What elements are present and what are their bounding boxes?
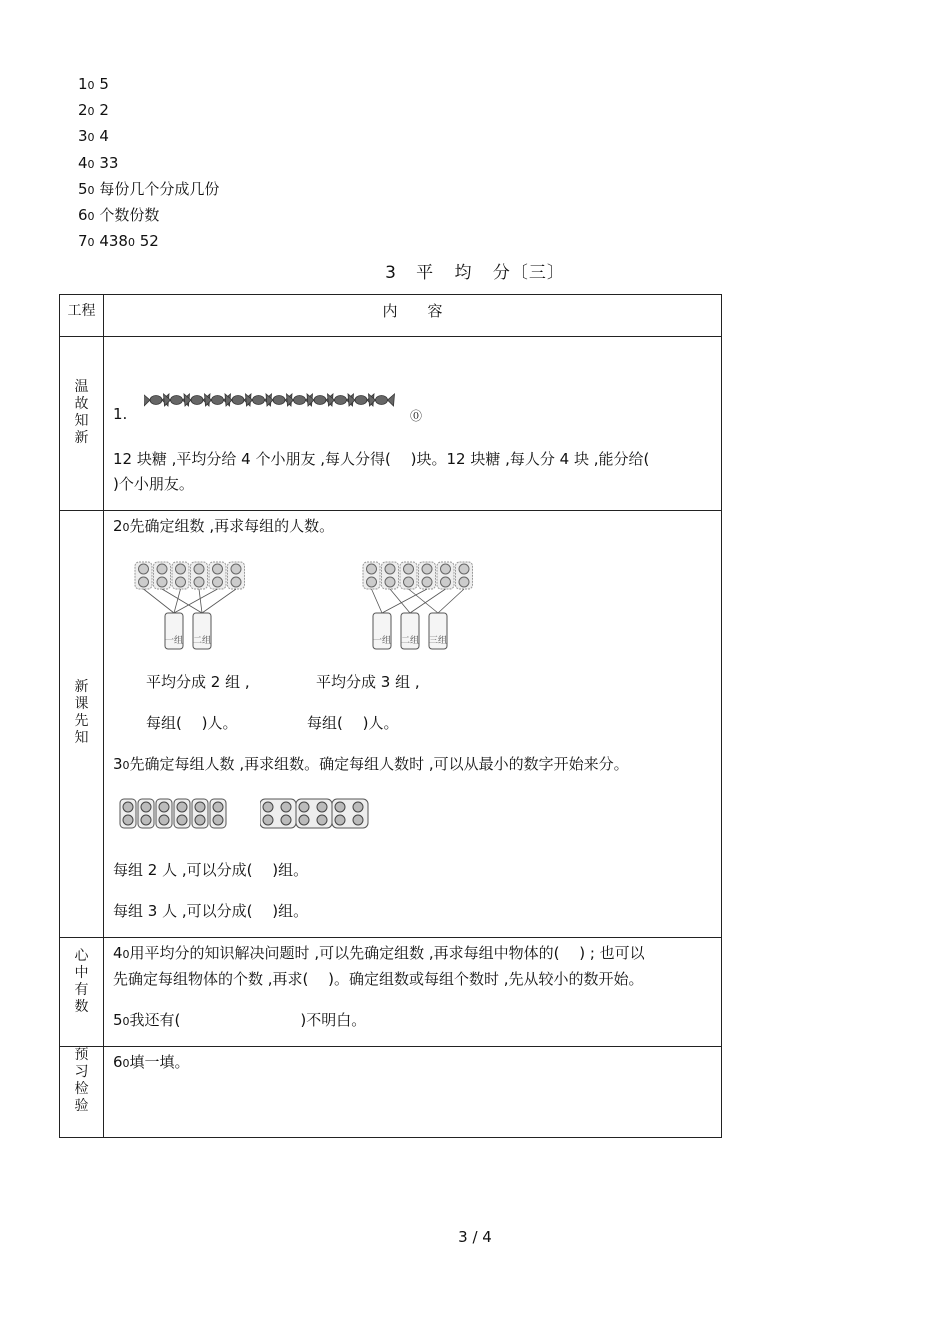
question-4-line-2: 先确定每组物体的个数 ,再求( )。确定组数或每组个数时 ,先从较小的数开始。: [113, 970, 644, 988]
table-row: [60, 337, 722, 511]
group-label: 一组: [164, 636, 184, 646]
question-6: 60填一填。: [113, 1053, 190, 1071]
question-3: 30先确定每组人数 ,再求组数。确定每组人数时 ,可以从最小的数字开始来分。: [113, 755, 629, 773]
each-three-text: 每组( )人。: [307, 714, 399, 732]
answer-item: 60 个数份数: [78, 206, 160, 225]
answer-item: 50 每份几个分成几份: [78, 179, 220, 198]
row-label: 温故知新: [74, 379, 89, 446]
grouping-diagram-two: [132, 561, 248, 653]
page-number: 3 / 4: [458, 1228, 492, 1246]
group-label: 二组: [192, 636, 212, 646]
candy-row-image: [144, 385, 406, 415]
people-pairs-image: [118, 798, 230, 830]
question-1-mark: ⓪: [410, 409, 423, 423]
header-content: 内 容: [104, 295, 722, 337]
group-label: 三组: [428, 636, 448, 646]
header-project: 工程: [60, 295, 104, 337]
question-3-line-2: 每组 3 人 ,可以分成( )组。: [113, 902, 309, 920]
answer-item: 20 2: [78, 101, 109, 120]
table-row: [60, 511, 722, 938]
question-1-line-2: )个小朋友。: [113, 475, 194, 493]
answer-item: 40 33: [78, 153, 119, 172]
answer-item: 10 5: [78, 75, 109, 93]
answer-list: [78, 72, 219, 255]
people-triples-image: [260, 798, 372, 830]
split-three-text: 平均分成 3 组 ,: [316, 673, 420, 691]
table-header-row: [60, 295, 722, 337]
row-label: 心中有数: [74, 948, 89, 1015]
worksheet-table: [59, 294, 722, 1138]
answer-item: 30 4: [78, 127, 109, 146]
row-label: 新课先知: [74, 679, 89, 746]
each-two-text: 每组( )人。: [146, 714, 238, 732]
question-1-line-1: 12 块糖 ,平均分给 4 个小朋友 ,每人分得( )块。12 块糖 ,每人分 4 块 ,能分给(: [113, 450, 650, 468]
group-label: 一组: [372, 636, 392, 646]
table-row: [60, 1047, 722, 1138]
question-2: 20先确定组数 ,再求每组的人数。: [113, 517, 335, 535]
question-5: 50我还有( )不明白。: [113, 1011, 367, 1029]
split-two-text: 平均分成 2 组 ,: [146, 673, 250, 691]
row-label: 预习检验: [74, 1047, 89, 1114]
question-3-line-1: 每组 2 人 ,可以分成( )组。: [113, 861, 309, 879]
table-row: [60, 938, 722, 1047]
question-4-line-1: 40用平均分的知识解决问题时 ,可以先确定组数 ,再求每组中物体的( ) ; 也可以: [113, 944, 645, 962]
answer-item: 70 4380 52: [78, 232, 159, 251]
question-1-number: 1.: [113, 405, 128, 423]
section-title: 3 平 均 分〔三〕: [385, 263, 565, 283]
grouping-diagram-three: [360, 561, 476, 653]
group-label: 二组: [400, 636, 420, 646]
